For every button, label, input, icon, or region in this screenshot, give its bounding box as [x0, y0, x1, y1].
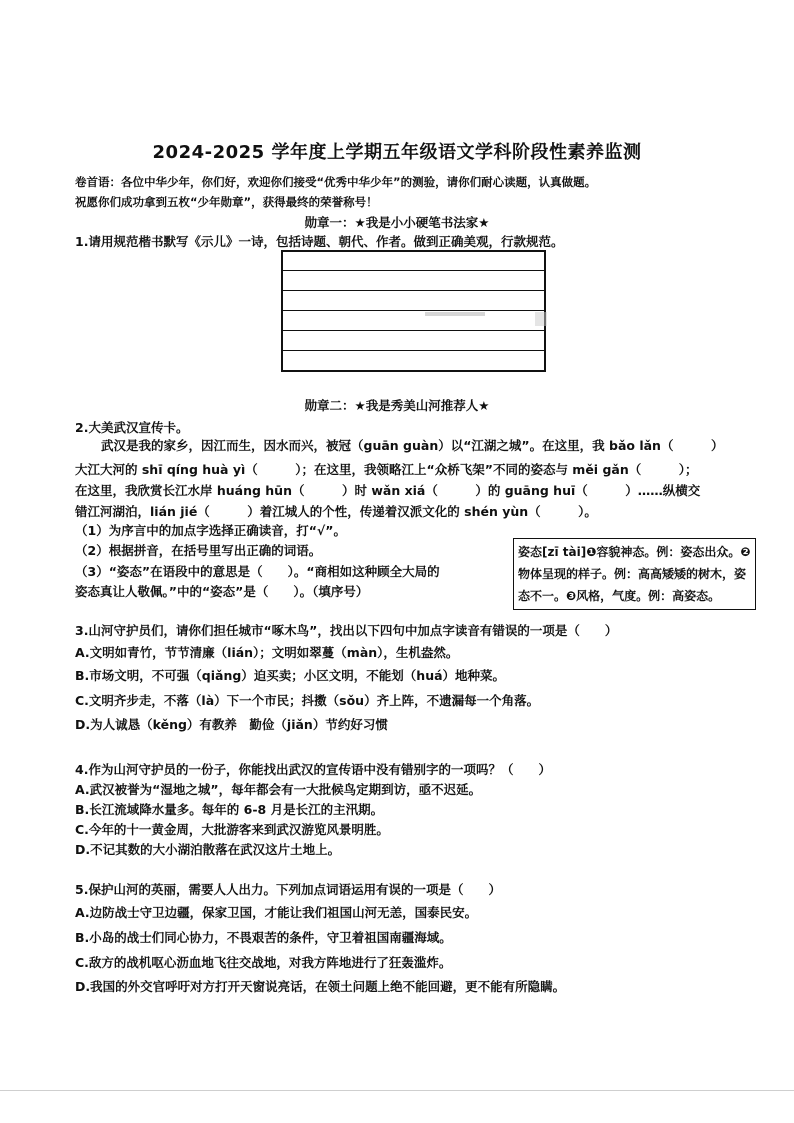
- sub-question: （3）“姿态”在语段中的意思是（ ）。“商相如这种顾全大局的: [75, 564, 440, 579]
- writing-rule: [283, 310, 544, 311]
- scan-smudge: [535, 312, 547, 326]
- option-b: B.长江流域降水量多。每年的 6-8 月是长江的主汛期。: [75, 802, 384, 817]
- option-a: A.边防战士守卫边疆，保家卫国，才能让我们祖国山河无恙，国泰民安。: [75, 905, 478, 920]
- writing-rule: [283, 270, 544, 271]
- option-b: B.小岛的战士们同心协力，不畏艰苦的条件，守卫着祖国南疆海域。: [75, 930, 452, 945]
- option-c: C.敌方的战机呕心沥血地飞往交战地，对我方阵地进行了狂轰滥炸。: [75, 955, 452, 970]
- scan-smudge: [425, 312, 485, 316]
- question-3-title: 3.山河守护员们，请你们担任城市“啄木鸟”，找出以下四句中加点字读音有错误的一项是（ ）: [75, 623, 618, 638]
- option-c: C.今年的十一黄金周，大批游客来到武汉游览风景明胜。: [75, 822, 389, 837]
- writing-rule: [283, 350, 544, 351]
- intro-line-1: 卷首语：各位中华少年，你们好，欢迎你们接受“优秀中华少年”的测验，请你们耐心读题，认真做题。: [75, 175, 597, 189]
- option-c: C.文明齐步走，不落（là）下一个市民；抖擞（sǒu）齐上阵，不遗漏每一个角落。: [75, 693, 540, 708]
- page-bottom-divider: [0, 1090, 794, 1091]
- medal2-heading: 勋章二：★我是秀美山河推荐人★: [304, 398, 490, 413]
- sub-question: 姿态真让人敬佩。”中的“姿态”是（ ）。（填序号）: [75, 584, 369, 599]
- question-1: 1.请用规范楷书默写《示儿》一诗，包括诗题、朝代、作者。做到正确美观，行款规范。: [75, 234, 564, 249]
- option-a: A.武汉被誉为“湿地之城”，每年都会有一大批候鸟定期到访，亟不迟延。: [75, 782, 482, 797]
- dictionary-entry: 姿态[zī tài]❶容貌神态。例：姿态出众。❷物体呈现的样子。例：高高矮矮的树木，姿态不一。❸风格，气度。例：高姿态。: [513, 538, 756, 610]
- question-2-title: 2.大美武汉宣传卡。: [75, 420, 189, 435]
- option-a: A.文明如青竹，节节清廉（lián）；文明如翠蔓（màn），生机盎然。: [75, 645, 459, 660]
- intro-line-2: 祝愿你们成功拿到五枚“少年勋章”，获得最终的荣誉称号！: [75, 195, 378, 209]
- passage-line: 在这里，我欣赏长江水岸 huáng hūn（ ）时 wǎn xiá（ ）的 guāng huī（ ）……纵横交: [75, 483, 701, 498]
- option-d: D.我国的外交官呼吁对方打开天窗说亮话，在领土问题上绝不能回避，更不能有所隐瞒。: [75, 979, 566, 994]
- writing-rule: [283, 330, 544, 331]
- passage-line: 错江河湖泊，lián jié（ ）着江城人的个性，传递着汉派文化的 shén yùn（ ）。: [75, 504, 597, 519]
- sub-question: （1）为序言中的加点字选择正确读音，打“√”。: [75, 523, 346, 538]
- question-5-title: 5.保护山河的英丽，需要人人出力。下列加点词语运用有误的一项是（ ）: [75, 882, 501, 897]
- passage-line: 大江大河的 shī qíng huà yì（ ）；在这里，我领略江上“众桥飞架”不同的姿态与 měi gǎn（ ）；: [75, 462, 698, 477]
- question-4-title: 4.作为山河守护员的一份子，你能找出武汉的宣传语中没有错别字的一项吗？（ ）: [75, 762, 551, 777]
- option-d: D.不记其数的大小湖泊散落在武汉这片土地上。: [75, 842, 341, 857]
- option-d: D.为人诚恳（kěng）有教养 勤俭（jiǎn）节约好习惯: [75, 717, 388, 732]
- sub-question: （2）根据拼音，在括号里写出正确的词语。: [75, 543, 322, 558]
- option-b: B.市场文明，不可强（qiǎng）迫买卖；小区文明，不能划（huá）地种菜。: [75, 668, 506, 683]
- writing-rule: [283, 290, 544, 291]
- page-title: 2024-2025 学年度上学期五年级语文学科阶段性素养监测: [152, 142, 642, 163]
- passage-line: 武汉是我的家乡，因江而生，因水而兴，被冠（guān guàn）以“江湖之城”。在这里，我 bǎo lǎn（ ）: [101, 438, 724, 453]
- medal1-heading: 勋章一：★我是小小硬笔书法家★: [304, 215, 490, 230]
- writing-box[interactable]: [281, 250, 546, 372]
